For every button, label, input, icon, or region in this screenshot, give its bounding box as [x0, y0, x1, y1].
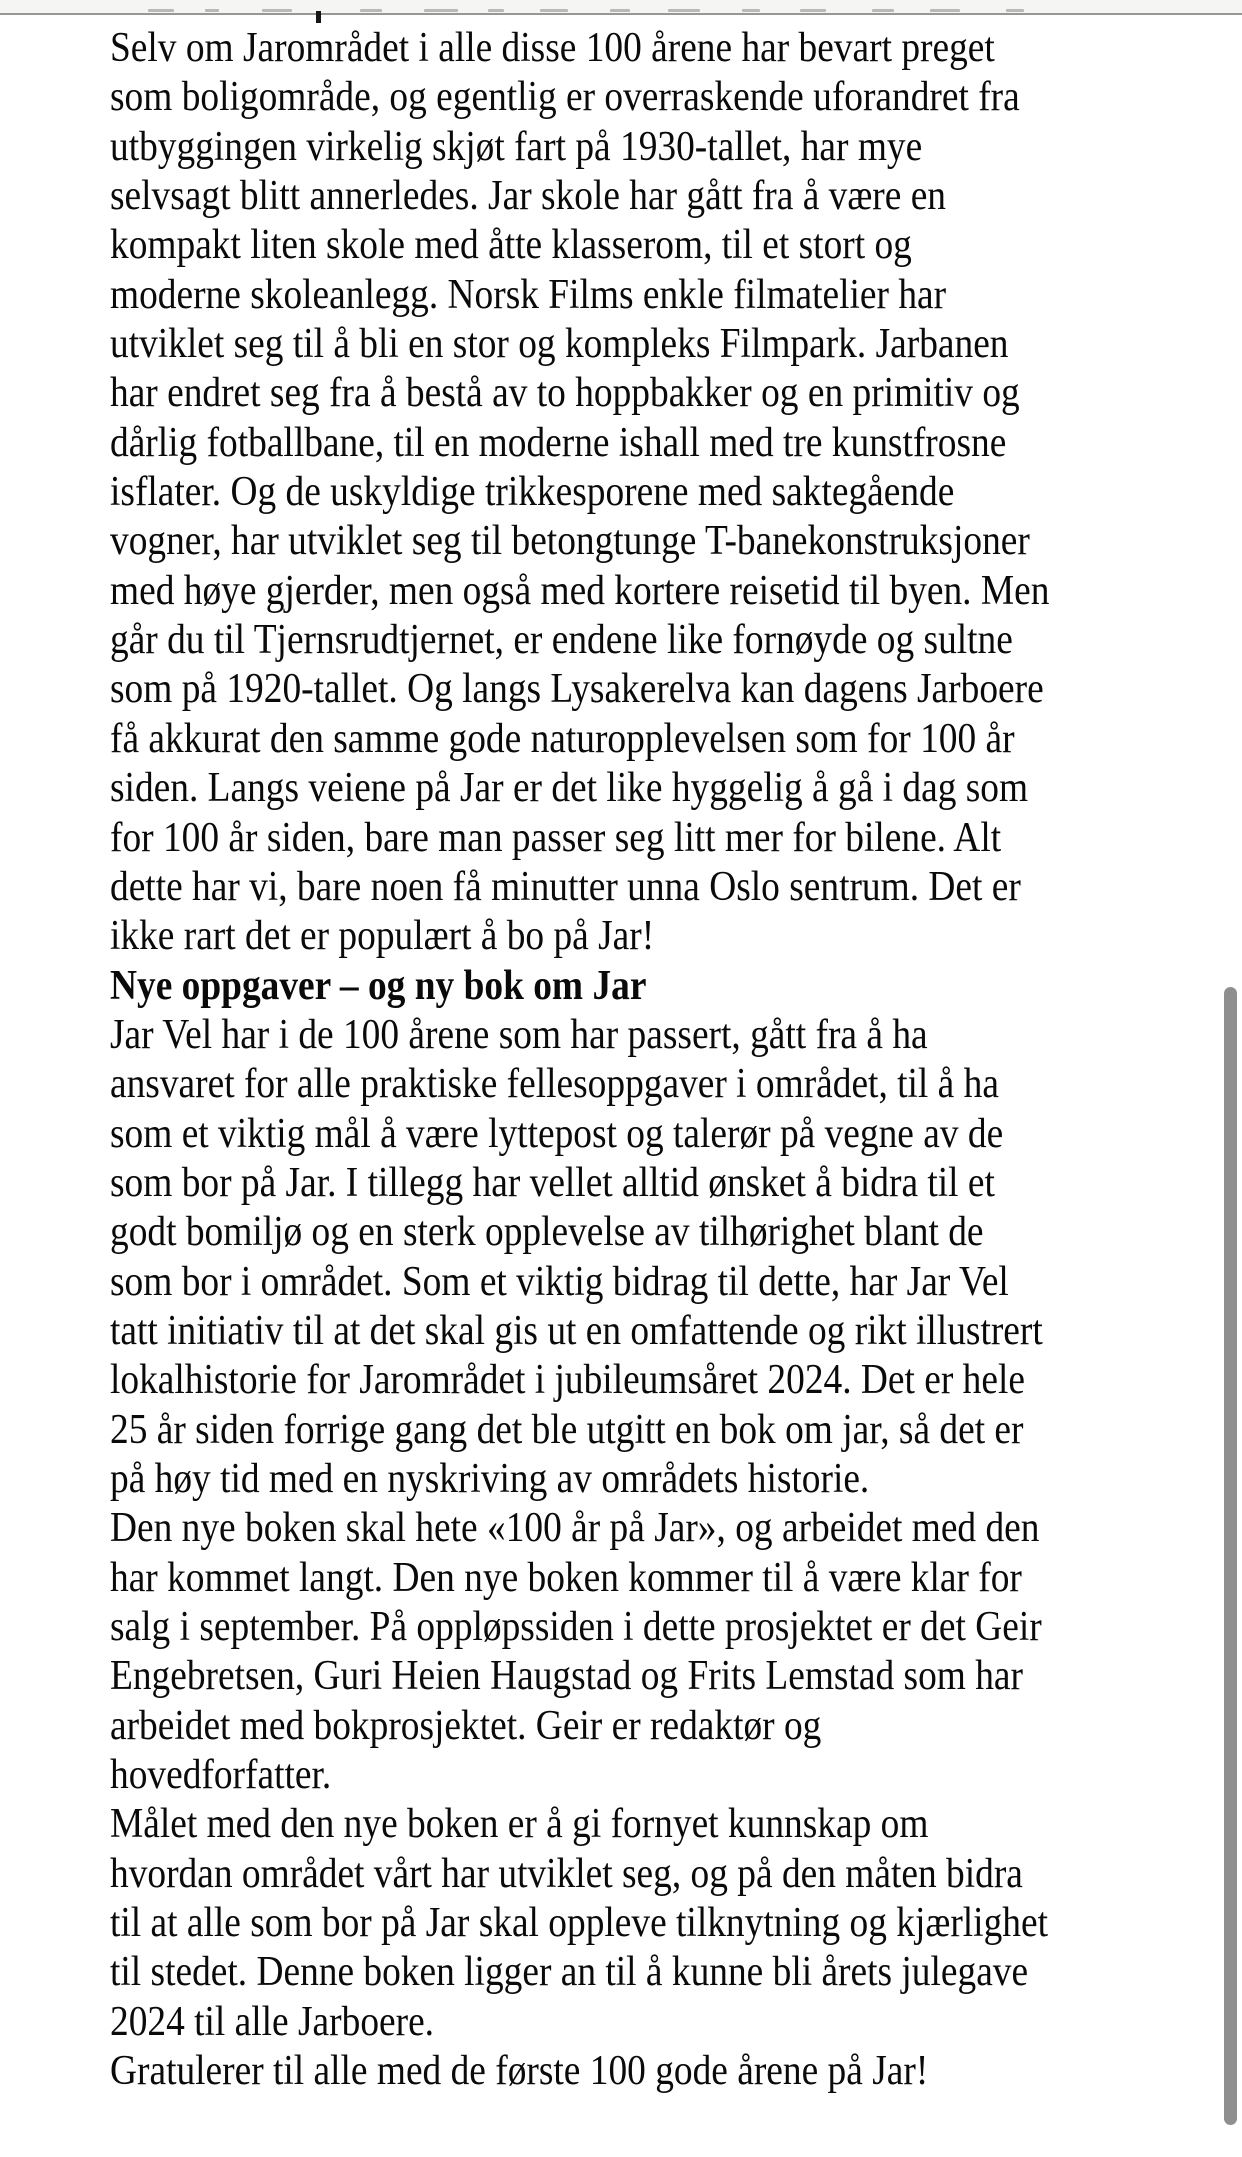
text-line: som et viktig mål å være lyttepost og talerør på vegne av de: [110, 1109, 1004, 1157]
text-line: vogner, har utviklet seg til betongtunge T-banekonstruksjoner: [110, 517, 1030, 565]
text-line: utviklet seg til å bli en stor og kompleks Filmpark. Jarbanen: [110, 320, 1009, 368]
text-line: isflater. Og de uskyldige trikkesporene med saktegående: [110, 468, 955, 516]
text-line: salg i september. På oppløpssiden i dette prosjektet er det Geir: [110, 1603, 1042, 1650]
text-line: lokalhistorie for Jarområdet i jubileumsåret 2024. Det er hele: [110, 1356, 1025, 1404]
text-line: godt bomiljø og en sterk opplevelse av tilhørighet blant de: [110, 1208, 984, 1256]
text-line: arbeidet med bokprosjektet. Geir er redaktør og: [110, 1701, 822, 1749]
text-remnant: [1006, 9, 1024, 12]
section-heading: Nye oppgaver – og ny bok om Jar: [110, 961, 647, 1009]
text-line: dårlig fotballbane, til en moderne ishall med tre kunstfrosne: [110, 418, 1007, 466]
text-remnant: [205, 9, 219, 12]
text-line: Engebretsen, Guri Heien Haugstad og Frits Lemstad som har: [110, 1652, 1023, 1700]
text-line: til at alle som bor på Jar skal oppleve tilknytning og kjærlighet: [110, 1899, 1048, 1947]
text-line: for 100 år siden, bare man passer seg litt mer for bilene. Alt: [110, 813, 1002, 861]
text-remnant: [262, 9, 292, 12]
text-line: med høye gjerder, men også med kortere reisetid til byen. Men: [110, 566, 1050, 614]
text-line: hovedforfatter.: [110, 1751, 332, 1799]
text-line: har kommet langt. Den nye boken kommer til å være klar for: [110, 1553, 1022, 1601]
text-line: siden. Langs veiene på Jar er det like hyggelig å gå i dag som: [110, 764, 1029, 812]
text-line: ikke rart det er populært å bo på Jar!: [110, 912, 655, 960]
scrollbar-thumb[interactable]: [1224, 987, 1237, 2125]
document-text: [110, 23, 1049, 2095]
text-line: som bor på Jar. I tillegg har vellet alltid ønsket å bidra til et: [110, 1158, 995, 1206]
text-remnant: [148, 9, 174, 12]
clipped-letter-descender: [316, 11, 321, 23]
text-line: kompakt liten skole med åtte klasserom, til et stort og: [110, 221, 912, 269]
text-line: moderne skoleanlegg. Norsk Films enkle filmatelier har: [110, 270, 947, 318]
text-line: dette har vi, bare noen få minutter unna Oslo sentrum. Det er: [110, 862, 1021, 910]
text-line: Målet med den nye boken er å gi fornyet kunnskap om: [110, 1800, 929, 1848]
text-remnant: [800, 9, 826, 12]
text-line: selvsagt blitt annerledes. Jar skole har gått fra å være en: [110, 172, 947, 220]
text-line: 2024 til alle Jarboere.: [110, 1997, 435, 2045]
text-remnant: [488, 9, 504, 12]
text-line: tatt initiativ til at det skal gis ut en omfattende og rikt illustrert: [110, 1306, 1043, 1354]
text-remnant: [610, 9, 630, 12]
text-line: 25 år siden forrige gang det ble utgitt en bok om jar, så det er: [110, 1405, 1024, 1453]
text-line: ansvaret for alle praktiske fellesoppgaver i området, til å ha: [110, 1060, 999, 1108]
text-line: som på 1920-tallet. Og langs Lysakerelva kan dagens Jarboere: [110, 665, 1044, 713]
text-remnant: [540, 9, 568, 12]
text-line: går du til Tjernsrudtjernet, er endene like fornøyde og sultne: [110, 616, 1013, 664]
clipped-previous-line-strip: [0, 0, 1242, 15]
text-remnant: [668, 9, 700, 12]
text-remnant: [872, 9, 894, 12]
text-line: få akkurat den samme gode naturopplevelsen som for 100 år: [110, 714, 1015, 762]
text-line: utbyggingen virkelig skjøt fart på 1930-tallet, har mye: [110, 122, 923, 170]
text-line: på høy tid med en nyskriving av områdets historie.: [110, 1454, 870, 1502]
text-remnant: [742, 9, 760, 12]
text-line: Den nye boken skal hete «100 år på Jar», og arbeidet med den: [110, 1504, 1040, 1552]
text-remnant: [424, 9, 458, 12]
text-line: Jar Vel har i de 100 årene som har passert, gått fra å ha: [110, 1010, 928, 1058]
text-line: har endret seg fra å bestå av to hoppbakker og en primitiv og: [110, 369, 1020, 417]
text-line: som boligområde, og egentlig er overraskende uforandret fra: [110, 73, 1020, 121]
text-line: hvordan området vårt har utviklet seg, og på den måten bidra: [110, 1849, 1023, 1897]
text-line: som bor i området. Som et viktig bidrag til dette, har Jar Vel: [110, 1257, 1009, 1305]
text-line: Gratulerer til alle med de første 100 gode årene på Jar!: [110, 2047, 929, 2095]
text-remnant: [360, 9, 382, 12]
text-line: Selv om Jarområdet i alle disse 100 årene har bevart preget: [110, 24, 995, 71]
text-remnant: [930, 9, 960, 12]
text-line: til stedet. Denne boken ligger an til å kunne bli årets julegave: [110, 1948, 1029, 1996]
